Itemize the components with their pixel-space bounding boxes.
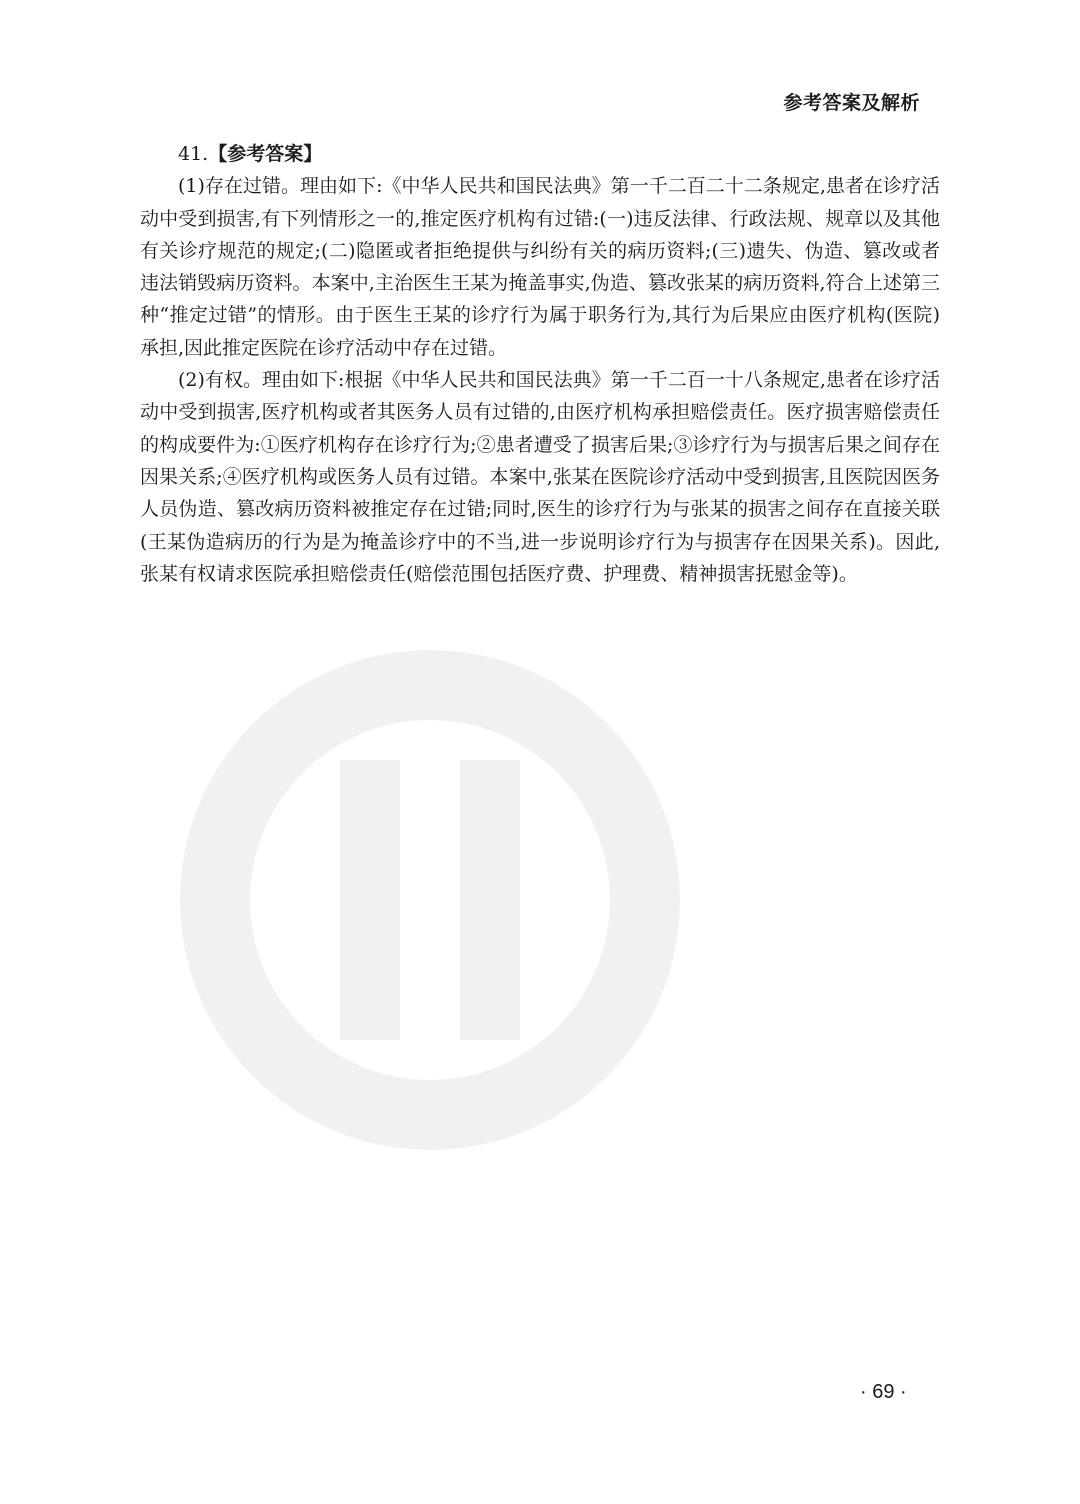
answer-paragraph-2: (2)有权。理由如下:根据《中华人民共和国民法典》第一千二百一十八条规定,患者在诊疗活动中受到损害,医疗机构或者其医务人员有过错的,由医疗机构承担赔偿责任。医疗损害赔偿责任的构成要件为:①医疗机构存在诊疗行为;②患者遭受了损害后果;③诊疗行为与损害后果之间存在因果关系;④医疗机构或医务人员有过错。本案中,张某在医院诊疗活动中受到损害,且医院因医务人员伪造、篡改病历资料被推定存在过错;同时,医生的诊疗行为与张某的损害之间存在直接关联(王某伪造病历的行为是为掩盖诊疗中的不当,进一步说明诊疗行为与损害存在因果关系)。因此,张某有权请求医院承担赔偿责任(赔偿范围包括医疗费、护理费、精神损害抚慰金等)。: [140, 369, 940, 585]
answer-content: [140, 138, 940, 590]
running-header-title: 参考答案及解析: [783, 92, 920, 114]
question-heading: [140, 138, 940, 170]
answer-paragraph-1: (1)存在过错。理由如下:《中华人民共和国民法典》第一千二百二十二条规定,患者在诊疗活动中受到损害,有下列情形之一的,推定医疗机构有过错:(一)违反法律、行政法规、规章以及其他有关诊疗规范的规定;(二)隐匿或者拒绝提供与纠纷有关的病历资料;(三)遗失、伪造、篡改或者违法销毁病历资料。本案中,主治医生王某为掩盖事实,伪造、篡改张某的病历资料,符合上述第三种“推定过错”的情形。由于医生王某的诊疗行为属于职务行为,其行为后果应由医疗机构(医院)承担,因此推定医院在诊疗活动中存在过错。: [140, 175, 940, 359]
answer-label: 【参考答案】: [208, 143, 323, 165]
watermark-logo: [170, 640, 690, 1160]
page-number: · 69 ·: [860, 1381, 907, 1403]
question-number: 41.: [178, 143, 209, 165]
